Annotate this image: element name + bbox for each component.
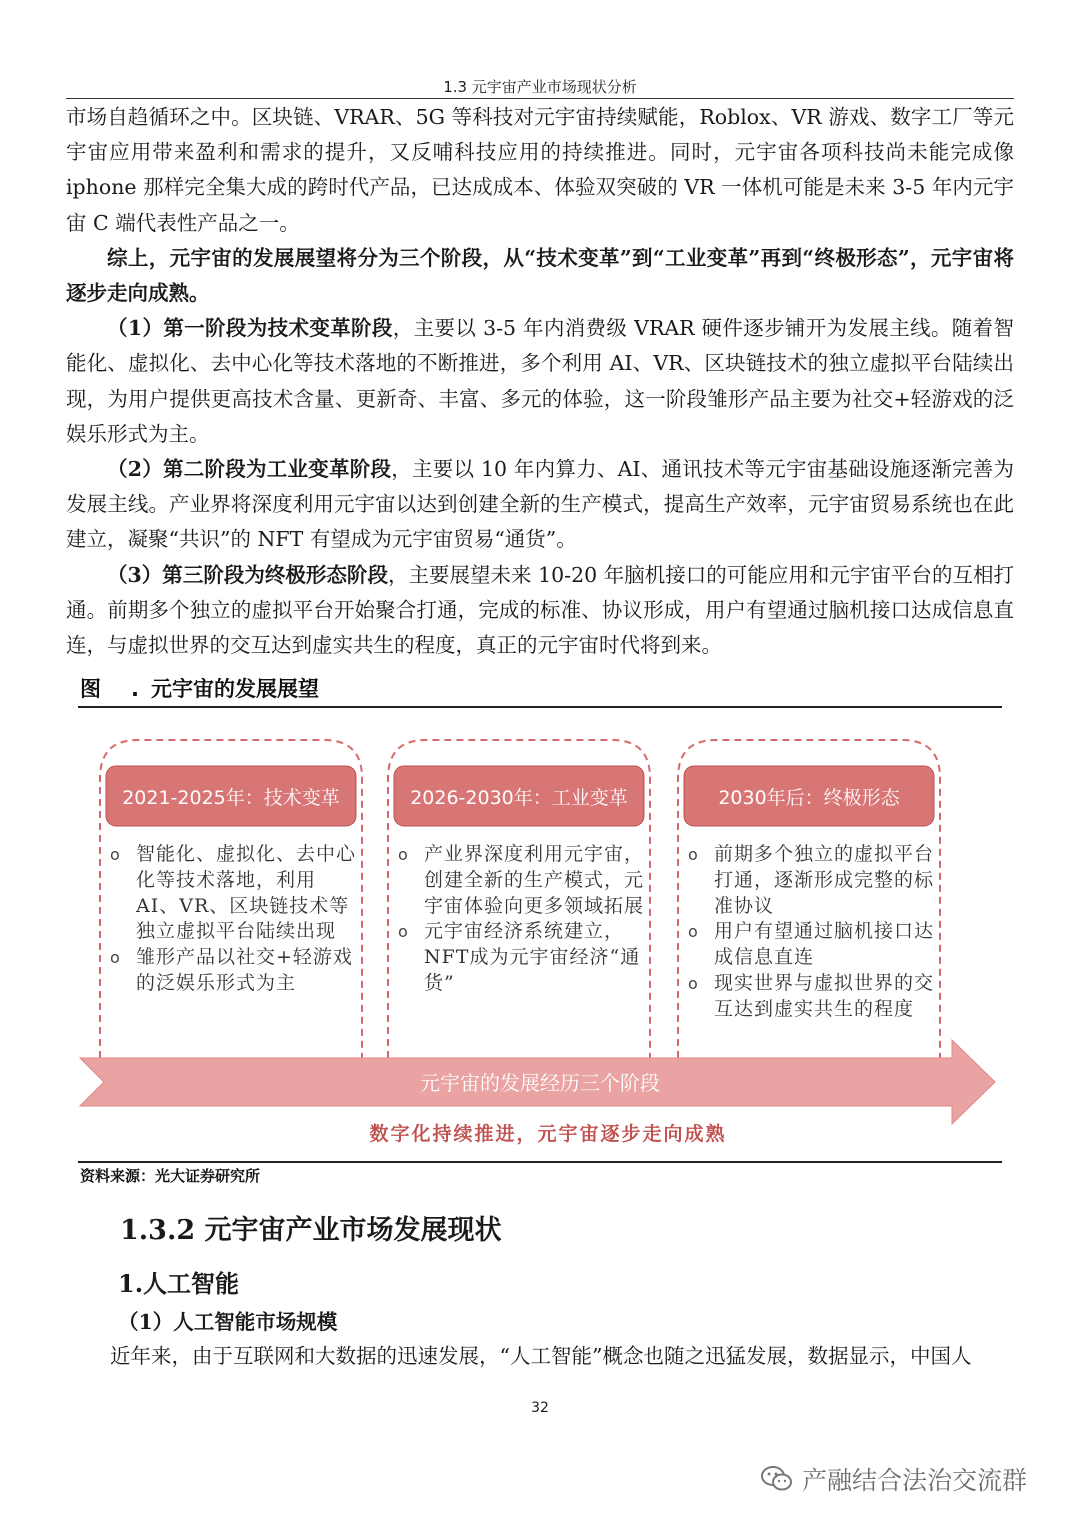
stage-1-lead: （1）第一阶段为技术变革阶段 [107,316,393,341]
stage-3-bullet: o 现实世界与虚拟世界的交互达到虚实共生的程度 [684,971,934,1023]
stage-3-bullet: o 前期多个独立的虚拟平台打通，逐渐形成完整的标准协议 [684,842,934,919]
figure-title-text: 元宇宙的发展展望 [151,677,319,701]
stage-2-lead: （2）第二阶段为工业变革阶段 [107,457,392,482]
stage-1-bullet: o 智能化、虚拟化、去中心化等技术落地，利用AI、VR、区块链技术等独立虚拟平台陆续出现 [106,842,356,945]
watermark [760,1461,1027,1497]
paragraph-1: 市场自趋循环之中。区块链、VRAR、5G 等科技对元宇宙持续赋能，Roblox、VR 游戏、数字工厂等元宇宙应用带来盈利和需求的提升，又反哺科技应用的持续推进。同时，元宇宙各项科技尚未能完成像 iphone 那样完全集大成的跨时代产品，已达成成本、体验双突破的 VR 一体机可能是未来 3-5 年内元宇宙 C 端代表性产品之一。 [66,105,1014,235]
stage-2-bullet: o 产业界深度利用元宇宙，创建全新的生产模式，元宇宙体验向更多领域拓展 [394,842,648,919]
stage-2-heading: 2026-2030年：工业变革 [410,787,628,809]
stage-2-text: ，主要以 10 年内算力、AI、通讯技术等元宇宙基础设施逐渐完善为发展主线。产业界将深度利用元宇宙以达到创建全新的生产模式，提高生产效率，元宇宙贸易系统也在此建立，凝聚“共识”的 NFT 有望成为元宇宙贸易“通货”。 [66,457,1014,552]
stage-3-text: ，主要展望未来 10-20 年脑机接口的可能应用和元宇宙平台的互相打通。前期多个独立的虚拟平台开始聚合打通，完成的标准、协议形成，用户有望通过脑机接口达成信息直连，与虚拟世界的交互达到虚实共生的程度，真正的元宇宙时代将到来。 [66,562,1014,658]
stage-3-lead: （3）第三阶段为终极形态阶段 [107,562,388,587]
paragraph-2-bold: 综上，元宇宙的发展展望将分为三个阶段，从“技术变革”到“工业变革”再到“终极形态”，元宇宙将逐步走向成熟。 [66,245,1014,306]
stage-1-text: ，主要以 3-5 年内消费级 VRAR 硬件逐步铺开为发展主线。随着智能化、虚拟化、去中心化等技术落地的不断推进，多个利用 AI、VR、区块链技术的独立虚拟平台陆续出现，为用户提供更高技术含量、更新奇、丰富、多元的体验，这一阶段雏形产品主要为社交+轻游戏的泛娱乐形式为主。 [66,316,1014,446]
stage-3-bullet: o 用户有望通过脑机接口达成信息直连 [684,919,934,971]
stage-2-bullet: o 元宇宙经济系统建立，NFT成为元宇宙经济“通货” [394,919,648,996]
figure-label: 图 [80,677,101,701]
watermark-text: 产融结合法治交流群 [802,1466,1028,1495]
stage-2-bullets [394,842,648,997]
figure-title: 图 . 元宇宙的发展展望 [80,677,319,701]
page-header: 1.3 元宇宙产业市场现状分析 [443,78,637,96]
stage-1-heading: 2021-2025年：技术变革 [122,787,340,809]
stage-3-bullets [684,842,934,1023]
arrow-label: 元宇宙的发展经历三个阶段 [420,1071,660,1095]
stage-1-bullets [106,842,356,997]
section-paragraph: 近年来，由于互联网和大数据的迅速发展，“人工智能”概念也随之迅猛发展，数据显示，中国人 [110,1344,972,1368]
wechat-icon [760,1465,794,1493]
conclusion-text: 数字化持续推进，元宇宙逐步走向成熟 [369,1123,727,1145]
subsection-heading: 1.人工智能 [118,1269,240,1298]
stage-3-heading: 2030年后：终极形态 [718,787,900,809]
section-heading: 1.3.2 元宇宙产业市场发展现状 [120,1215,502,1246]
page-number: 32 [531,1400,549,1416]
sub-subsection-heading: （1）人工智能市场规模 [118,1310,338,1334]
figure-rule-bottom [78,1161,1002,1163]
stage-1-bullet: o 雏形产品以社交+轻游戏的泛娱乐形式为主 [106,945,356,997]
figure-source: 资料来源：光大证券研究所 [80,1167,261,1185]
